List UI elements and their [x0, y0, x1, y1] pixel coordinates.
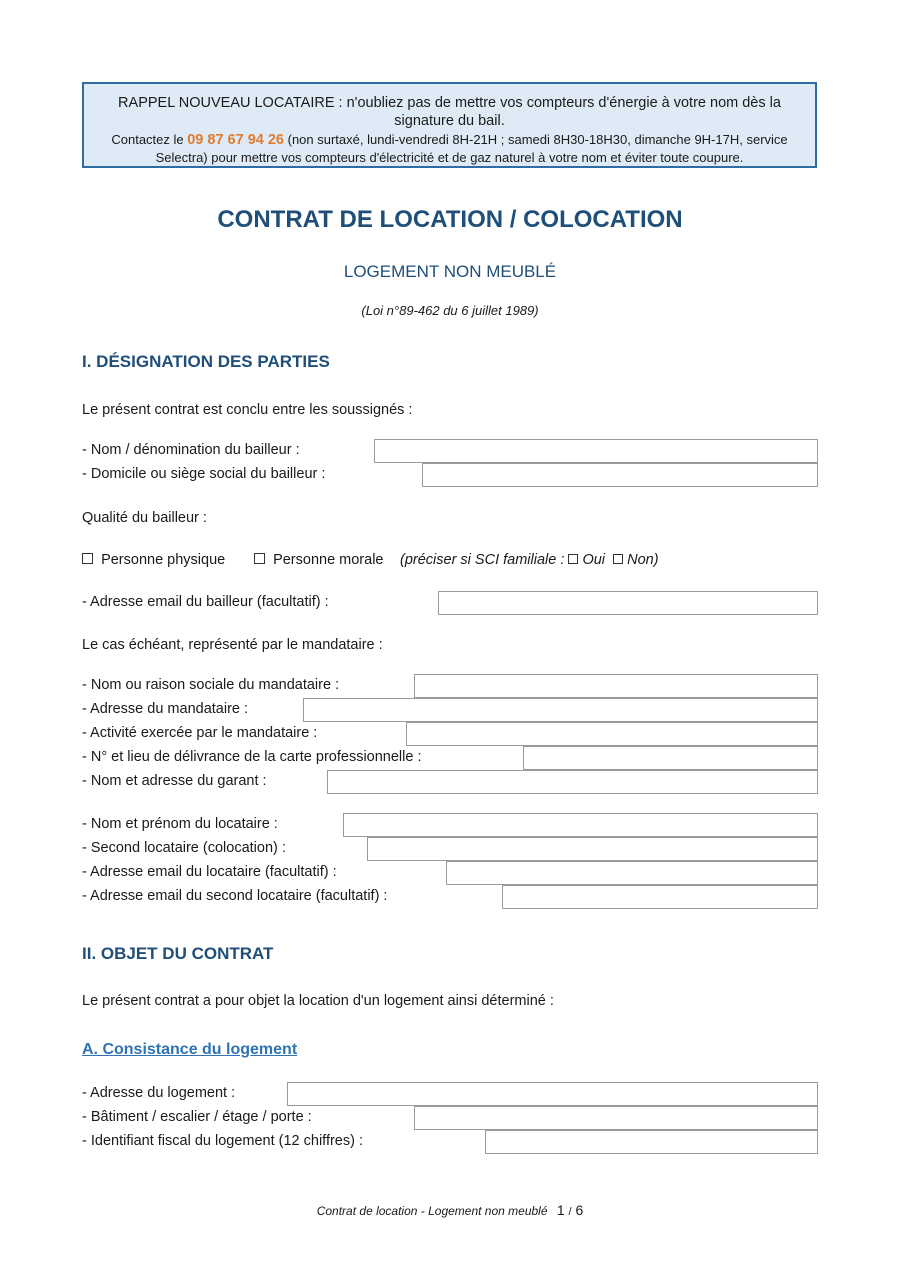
law-reference: (Loi n°89-462 du 6 juillet 1989) [361, 303, 539, 318]
second-tenant-row [82, 837, 818, 861]
option-physical-label: Personne physique [101, 552, 226, 568]
fiscal-id-row [82, 1130, 818, 1154]
landlord-quality-label: Qualité du bailleur : [82, 510, 207, 526]
agent-name-row [82, 674, 818, 698]
guarantor-label: - Nom et adresse du garant : [82, 773, 267, 789]
second-tenant-email-row [82, 885, 818, 909]
housing-address-field[interactable] [287, 1082, 818, 1106]
sci-no-label: Non) [627, 552, 659, 568]
housing-address-row [82, 1082, 818, 1106]
representative-intro: Le cas échéant, représenté par le mandataire : [82, 637, 383, 653]
sci-precision-text: (préciser si SCI familiale : [400, 552, 569, 568]
landlord-email-row [82, 591, 818, 615]
tenant-email-row [82, 861, 818, 885]
agent-address-label: - Adresse du mandataire : [82, 701, 249, 717]
object-intro: Le présent contrat a pour objet la location d'un logement ainsi déterminé : [82, 993, 554, 1009]
building-field[interactable] [414, 1106, 818, 1130]
housing-address-label: - Adresse du logement : [82, 1085, 236, 1101]
option-moral-label: Personne morale [273, 552, 384, 568]
guarantor-row [82, 770, 818, 794]
landlord-address-row [82, 463, 818, 487]
page-number [557, 1202, 583, 1218]
checkbox-sci-yes[interactable] [568, 554, 578, 564]
second-tenant-field[interactable] [367, 837, 818, 861]
agent-activity-row [82, 722, 818, 746]
energy-reminder-banner [82, 82, 817, 168]
parties-intro: Le présent contrat est conclu entre les soussignés : [82, 402, 413, 418]
tenant-name-row [82, 813, 818, 837]
second-tenant-email-label: - Adresse email du second locataire (facultatif) : [82, 888, 388, 904]
footer-text: Contrat de location - Logement non meublé [316, 1204, 548, 1218]
landlord-name-field[interactable] [374, 439, 818, 463]
agent-card-label: - N° et lieu de délivrance de la carte professionnelle : [82, 749, 422, 765]
guarantor-field[interactable] [327, 770, 818, 794]
landlord-name-label: - Nom / dénomination du bailleur : [82, 442, 300, 458]
second-tenant-email-field[interactable] [502, 885, 818, 909]
total-pages: 6 [575, 1202, 584, 1218]
document-subtitle: LOGEMENT NON MEUBLÉ [343, 262, 557, 281]
section-heading-object: II. OBJET DU CONTRAT [82, 944, 274, 963]
contact-suffix: (non surtaxé, lundi-vendredi 8H-21H ; samedi 8H30-18H30, dimanche 9H-17H, service Selectra) pour mettre vos compteurs d'électricité et de gaz naturel à votre nom et éviter toute coupure. [155, 132, 788, 165]
building-row [82, 1106, 818, 1130]
landlord-address-field[interactable] [422, 463, 818, 487]
agent-name-field[interactable] [414, 674, 818, 698]
landlord-email-label: - Adresse email du bailleur (facultatif) : [82, 594, 329, 610]
phone-number[interactable]: 09 87 67 94 26 [187, 132, 284, 148]
fiscal-id-field[interactable] [485, 1130, 818, 1154]
agent-activity-label: - Activité exercée par le mandataire : [82, 725, 318, 741]
tenant-email-label: - Adresse email du locataire (facultatif) : [82, 864, 337, 880]
option-physical-person[interactable] [82, 552, 225, 568]
landlord-name-row [82, 439, 818, 463]
checkbox-moral[interactable] [254, 553, 265, 564]
tenant-email-field[interactable] [446, 861, 818, 885]
sci-yes-label: Oui [582, 552, 606, 568]
sci-precision [400, 552, 659, 568]
agent-card-field[interactable] [523, 746, 818, 770]
agent-address-field[interactable] [303, 698, 818, 722]
page-separator: / [568, 1206, 572, 1218]
agent-name-label: - Nom ou raison sociale du mandataire : [82, 677, 340, 693]
second-tenant-label: - Second locataire (colocation) : [82, 840, 286, 856]
reminder-line: RAPPEL NOUVEAU LOCATAIRE : n'oubliez pas de mettre vos compteurs d'énergie à votre nom dès la signature du bail. [118, 95, 781, 129]
section-heading-parties: I. DÉSIGNATION DES PARTIES [82, 352, 330, 371]
agent-activity-field[interactable] [406, 722, 818, 746]
document-title: CONTRAT DE LOCATION / COLOCATION [217, 206, 683, 233]
tenant-name-label: - Nom et prénom du locataire : [82, 816, 278, 832]
tenant-name-field[interactable] [343, 813, 818, 837]
landlord-email-field[interactable] [438, 591, 818, 615]
contact-line [84, 131, 815, 166]
landlord-address-label: - Domicile ou siège social du bailleur : [82, 466, 326, 482]
subsection-heading-consistency: A. Consistance du logement [82, 1041, 298, 1058]
agent-address-row [82, 698, 818, 722]
checkbox-physical[interactable] [82, 553, 93, 564]
page-footer [0, 1202, 900, 1218]
checkbox-sci-no[interactable] [613, 554, 623, 564]
contact-prefix: Contactez le [111, 132, 188, 147]
option-moral-person[interactable] [254, 552, 383, 568]
agent-card-row [82, 746, 818, 770]
current-page: 1 [556, 1202, 565, 1218]
building-label: - Bâtiment / escalier / étage / porte : [82, 1109, 312, 1125]
fiscal-id-label: - Identifiant fiscal du logement (12 chiffres) : [82, 1133, 364, 1149]
